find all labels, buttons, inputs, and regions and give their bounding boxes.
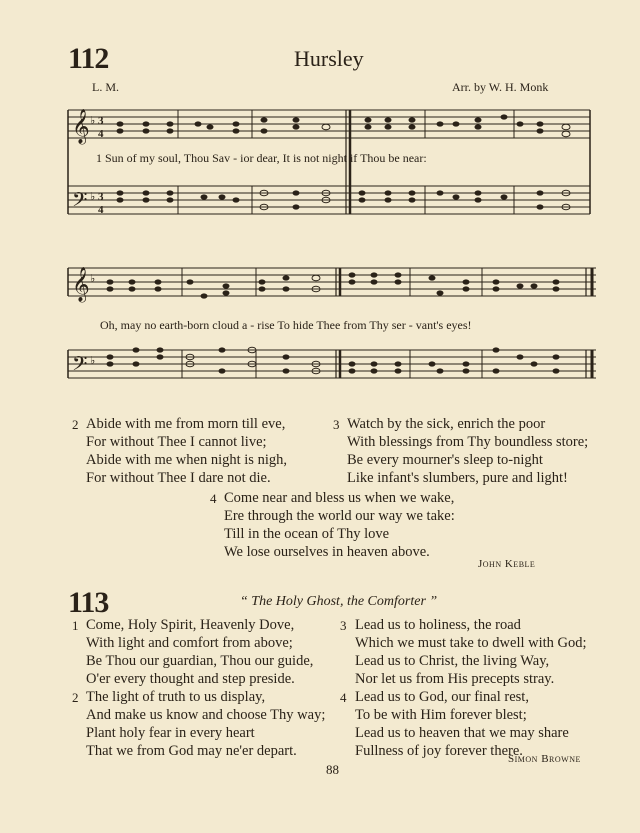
hymn-112-verse-4 [224, 489, 455, 561]
hymn-113-author: Simon Browne [508, 753, 581, 765]
verse-line: Come near and bless us when we wake, [224, 490, 455, 506]
verse-line: Lead us to heaven that we may share [355, 725, 569, 741]
verse-line: With blessings from Thy boundless store; [347, 434, 589, 450]
svg-text:𝄞: 𝄞 [72, 267, 90, 302]
verse-line: And make us know and choose Thy way; [86, 707, 326, 723]
verse-line: Which we must take to dwell with God; [355, 635, 587, 651]
verse-line: Ere through the world our way we take: [224, 508, 455, 524]
svg-text:♭: ♭ [90, 114, 96, 127]
hymn-112-verse-2 [86, 415, 287, 487]
verse-line: That we from God may ne'er depart. [86, 743, 297, 759]
svg-text:4: 4 [98, 128, 104, 140]
lyrics-line-1: 1 Sun of my soul, Thou Sav - ior dear, It is not night if Thou be near: [96, 151, 427, 165]
verse-2-number: 2 [72, 417, 79, 432]
verse-4-number: 4 [210, 491, 217, 506]
verse-line: For without Thee I dare not die. [86, 470, 271, 486]
verse-1-number: 1 [72, 618, 79, 633]
svg-text:3: 3 [98, 191, 104, 203]
svg-text:♭: ♭ [90, 354, 96, 367]
hymn-113-subtitle: “ The Holy Ghost, the Comforter ” [240, 594, 438, 609]
verse-line: Like infant's slumbers, pure and light! [347, 470, 568, 486]
hymn-113-verse-4 [355, 688, 569, 760]
verse-line: O'er every thought and step preside. [86, 671, 295, 687]
verse-line: We lose ourselves in heaven above. [224, 544, 430, 560]
meter: L. M. [92, 80, 119, 94]
verse-line: For without Thee I cannot live; [86, 434, 267, 450]
verse-line: Lead us to holiness, the road [355, 617, 521, 633]
verse-line: Be Thou our guardian, Thou our guide, [86, 653, 314, 669]
hymn-113-verse-1 [86, 616, 313, 688]
arranger: Arr. by W. H. Monk [452, 80, 549, 94]
verse-line: Plant holy fear in every heart [86, 725, 255, 741]
verse-line: Till in the ocean of Thy love [224, 526, 390, 542]
hymn-113-verse-2 [86, 688, 325, 760]
verse-3-number: 3 [340, 618, 347, 633]
hymn-113-verse-3 [355, 616, 587, 688]
verse-line: Abide with me when night is nigh, [86, 452, 287, 468]
svg-text:𝄞: 𝄞 [72, 109, 90, 144]
hymn-112-number: 112 [68, 42, 109, 75]
verse-4-number: 4 [340, 690, 347, 705]
page-number: 88 [326, 762, 339, 777]
svg-text:𝄢: 𝄢 [72, 188, 88, 216]
verse-3-number: 3 [333, 417, 340, 432]
verse-line: Lead us to God, our final rest, [355, 689, 529, 705]
verse-line: Abide with me from morn till eve, [86, 416, 286, 432]
svg-text:3: 3 [98, 115, 104, 127]
verse-line: Be every mourner's sleep to-night [347, 452, 543, 468]
verse-line: Watch by the sick, enrich the poor [347, 416, 546, 432]
music-system-2-bass [0, 342, 640, 392]
verse-line: Lead us to Christ, the living Way, [355, 653, 550, 669]
verse-2-number: 2 [72, 690, 79, 705]
tune-name: Hursley [294, 46, 364, 71]
hymn-112-verse-3 [347, 415, 588, 487]
svg-text:♭: ♭ [90, 272, 96, 285]
verse-line: To be with Him forever blest; [355, 707, 527, 723]
verse-line: Come, Holy Spirit, Heavenly Dove, [86, 617, 295, 633]
svg-text:𝄢: 𝄢 [72, 352, 88, 380]
music-system-1 [0, 100, 640, 340]
lyrics-line-2: Oh, may no earth-born cloud a - rise To hide Thee from Thy ser - vant's eyes! [100, 318, 472, 332]
verse-line: The light of truth to us display, [86, 689, 266, 705]
verse-line: Fullness of joy forever there. [355, 743, 523, 759]
hymn-112-author: John Keble [478, 558, 536, 570]
verse-line: With light and comfort from above; [86, 635, 293, 651]
hymn-113-number: 113 [68, 586, 109, 619]
verse-line: Nor let us from His precepts stray. [355, 671, 555, 687]
svg-text:4: 4 [98, 204, 104, 216]
svg-text:♭: ♭ [90, 190, 96, 203]
